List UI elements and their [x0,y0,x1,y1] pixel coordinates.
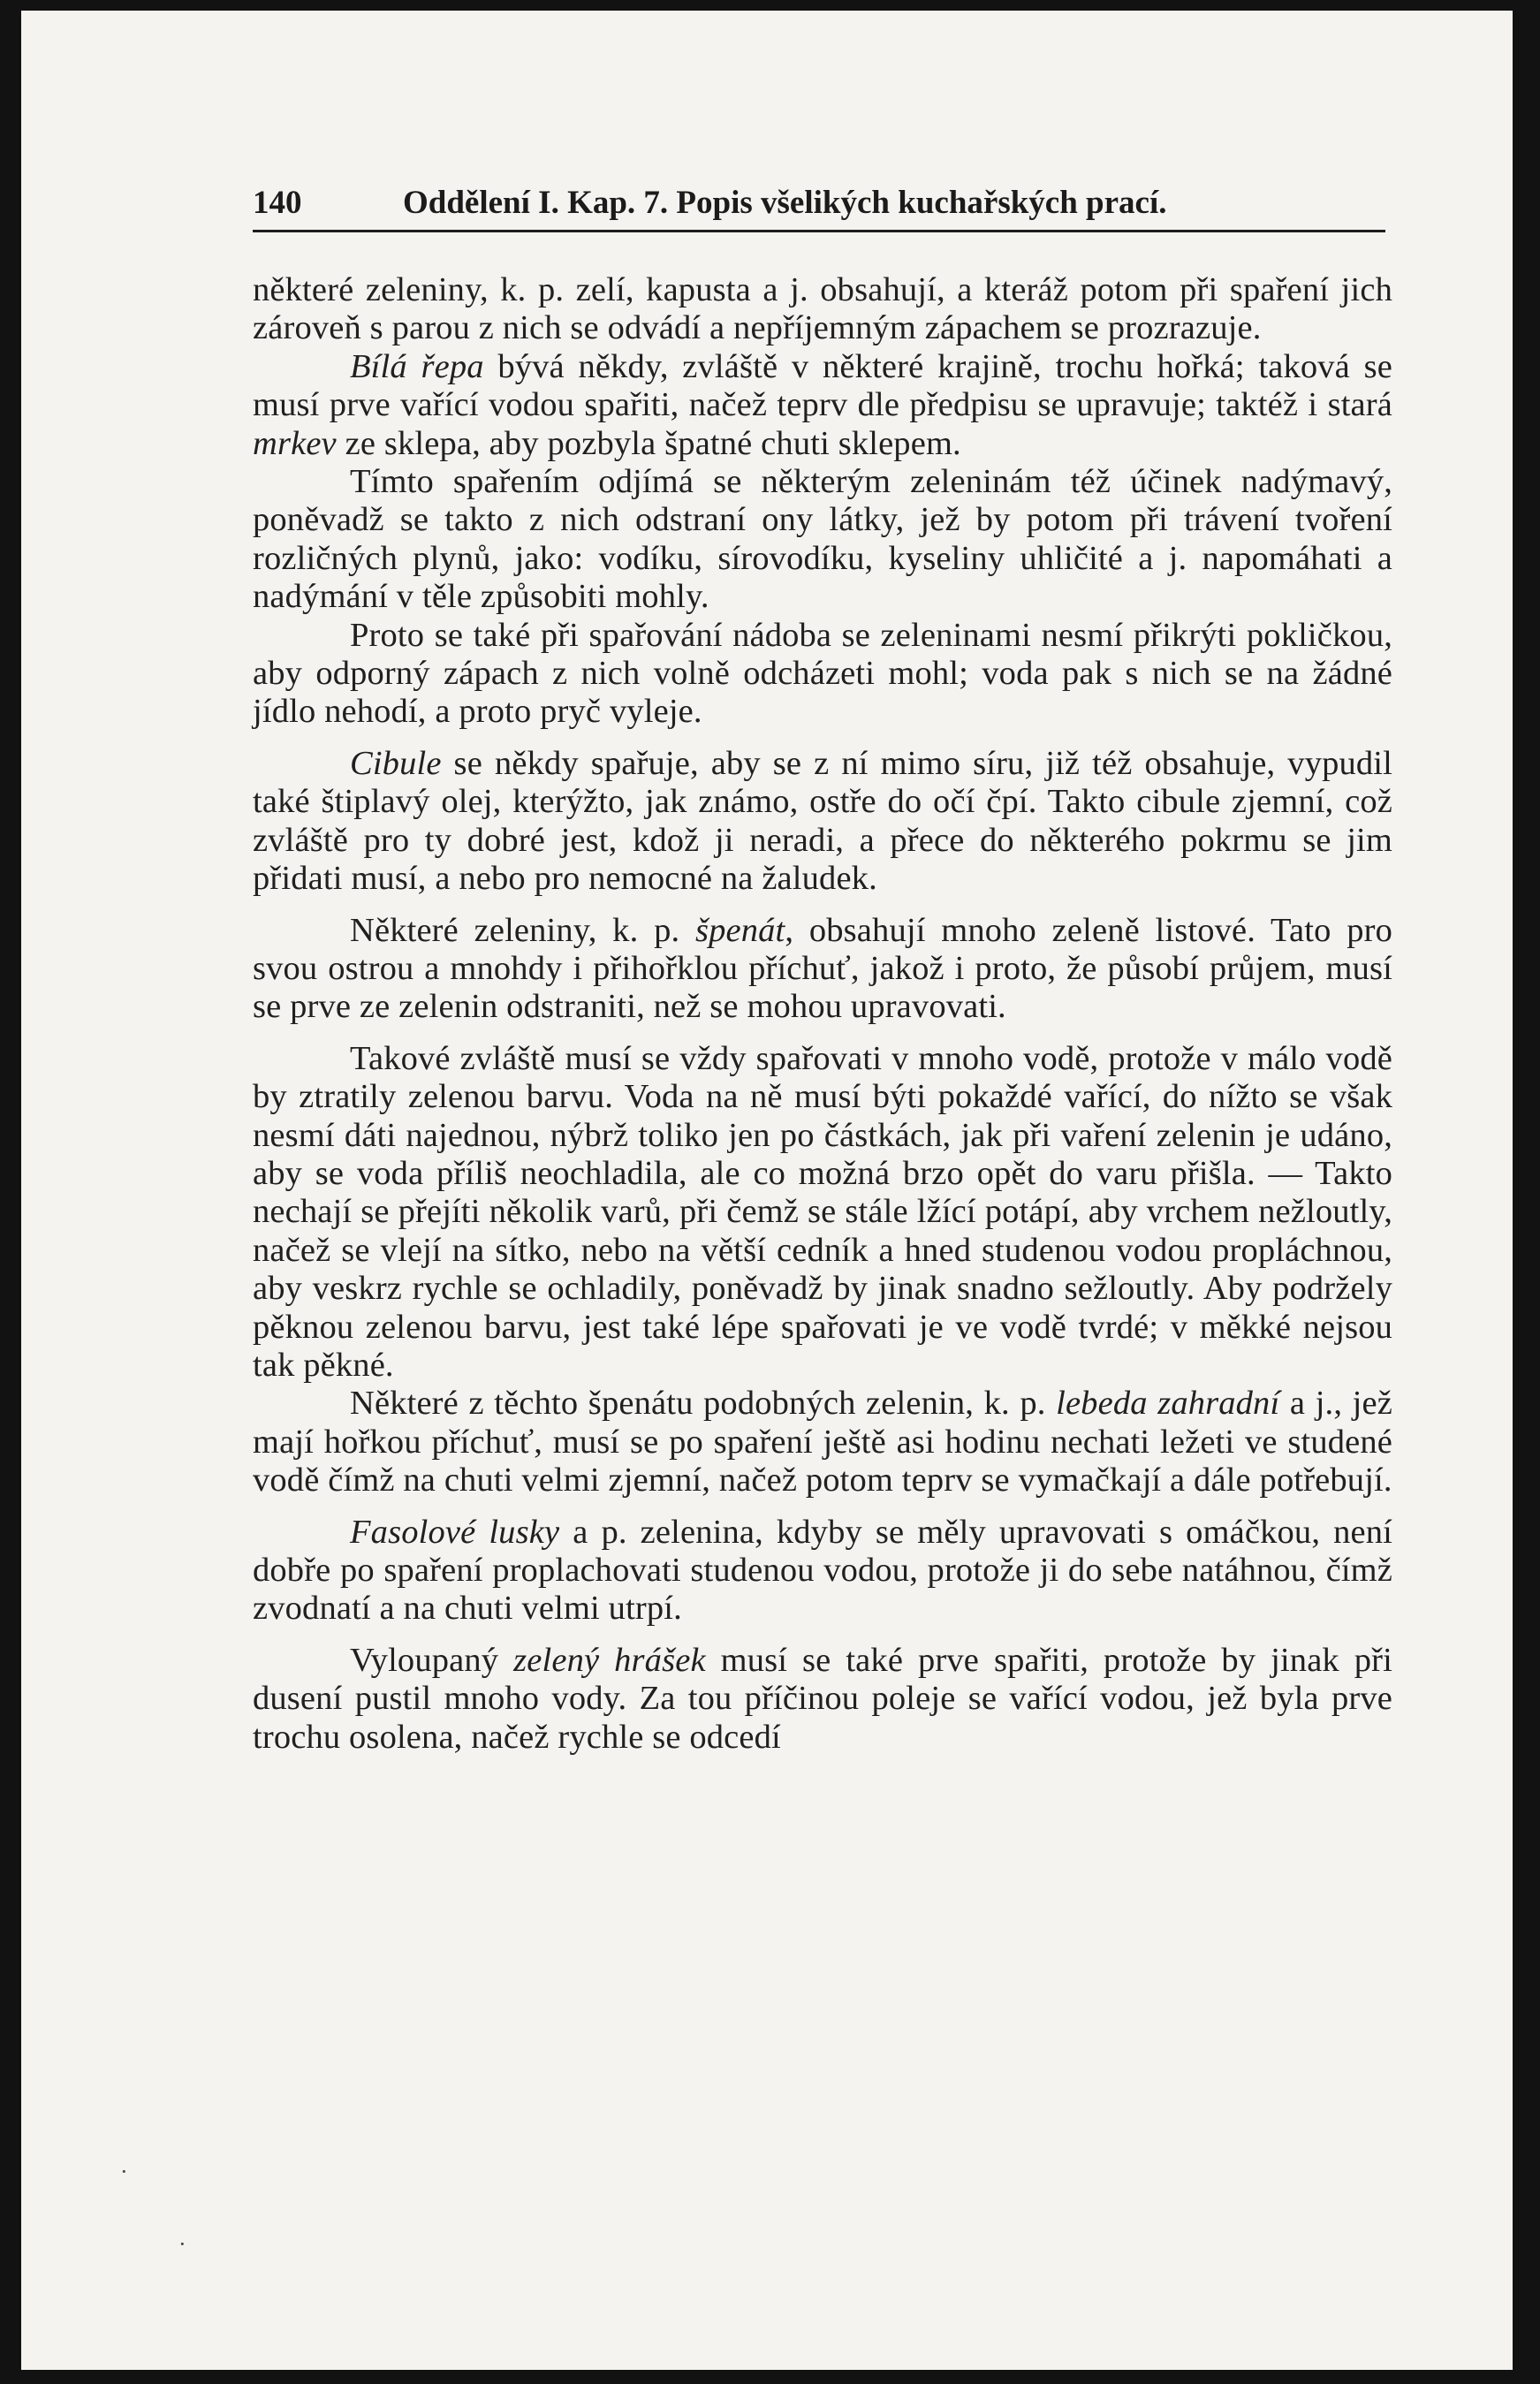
page-number: 140 [253,185,302,221]
paragraph-6-text-a: Některé zeleniny, k. p. [350,911,695,949]
paragraph-4: Proto se také při spařování nádoba se zeleninami nesmí přikrýti pokličkou, aby odporný zápach z nich volně odcházeti mohl; voda pak s nich se na žádné jídlo nehodí, a proto pryč vyleje. [253,616,1392,731]
paragraph-6 [253,912,1392,1027]
paragraph-3: Tímto spařením odjímá se některým zeleninám též účinek nadýmavý, poněvadž se takto z nich odstraní ony látky, jež by potom při trávení tvoření rozličných plynů, jako: vodíku, sírovodíku, kyseliny uhličité a j. napomáhati a nadýmání v těle způsobiti mohly. [253,463,1392,616]
paragraph-10-text-a: Vyloupaný [350,1641,514,1679]
paragraph-10-text-b: musí se také prve spařiti, protože by jinak při dusení pustil mnoho vody. Za tou příčinou poleje se vařící vodou, jež byla prve trochu osolena, načež rychle se odcedí [253,1641,1392,1756]
paragraph-5-text: se někdy spařuje, aby se z ní mimo síru, již též obsahuje, vypudil také štiplavý olej, kterýžto, jak známo, ostře do očí čpí. Takto cibule zjemní, což zvláště pro ty dobré jest, kdož ji neradi, a přece do některého pokrmu se jim přidati musí, a nebo pro nemocné na žaludek. [253,744,1392,898]
running-head: Oddělení I. Kap. 7. Popis všelikých kuchařských prací. [403,185,1167,221]
paragraph-2 [253,348,1392,463]
paragraph-10 [253,1642,1392,1757]
paper-speck: · [178,2231,186,2257]
paragraph-8-text-b: a j., jež mají hořkou příchuť, musí se po spaření ještě asi hodinu nechati ležeti ve studené vodě čímž na chuti velmi zjemní, načež potom teprv se vymačkají a dále potřebují. [253,1385,1392,1499]
paragraph-8 [253,1385,1392,1499]
term-lebeda: lebeda zahradní [1056,1385,1280,1423]
paragraph-2-text-b: ze sklepa, aby pozbyla špatné chuti sklepem. [336,424,961,462]
page-header [253,184,1385,232]
book-page [21,11,1513,2370]
paragraph-5 [253,745,1392,899]
term-fasolove-lusky: Fasolové lusky [350,1513,560,1551]
paragraph-9-text: a p. zelenina, kdyby se měly upravovati s omáčkou, není dobře po spaření proplachovati studenou vodou, protože ji do sebe natáhnou, čímž zvodnatí a na chuti velmi utrpí. [253,1513,1392,1628]
paragraph-1: některé zeleniny, k. p. zelí, kapusta a j. obsahují, a kteráž potom při spaření jich zároveň s parou z nich se odvádí a nepříjemným zápachem se prozrazuje. [253,271,1392,347]
paragraph-9 [253,1514,1392,1629]
paragraph-6-text-b: , obsahují mnoho zeleně listové. Tato pro svou ostrou a mnohdy i přihořklou příchuť, jakož i proto, že působí průjem, musí se prve ze zelenin odstraniti, než se mohou upravovati. [253,911,1393,1026]
paragraph-8-text-a: Některé z těchto špenátu podobných zelenin, k. p. [350,1385,1057,1423]
term-spenat: špenát [694,911,785,949]
paper-speck: · [120,2159,128,2184]
term-bila-repa: Bílá řepa [350,347,484,385]
term-mrkev: mrkev [253,424,337,462]
body-text [253,271,1392,1757]
term-zeleny-hrasek: zelený hrášek [513,1641,706,1679]
term-cibule: Cibule [350,744,442,782]
paragraph-2-text-a: bývá někdy, zvláště v některé krajině, trochu hořká; taková se musí prve vařící vodou spařiti, načež teprv dle předpisu se upravuje; taktéž i stará [253,347,1392,424]
paragraph-7: Takové zvláště musí se vždy spařovati v mnoho vodě, protože v málo vodě by ztratily zelenou barvu. Voda na ně musí býti pokaždé vařící, do nížto se však nesmí dáti najednou, nýbrž toliko jen po částkách, jak při vaření zelenin je udáno, aby se voda příliš neochladila, ale co možná brzo opět do varu přišla. — Takto nechají se přejíti několik varů, při čemž se stále lžící potápí, aby vrchem nežloutly, načež se vlejí na sítko, nebo na větší cedník a hned studenou vodou propláchnou, aby veskrz rychle se ochladily, poněvadž by jinak snadno sežloutly. Aby podržely pěknou zelenou barvu, jest také lépe spařovati je ve vodě tvrdé; v měkké nejsou tak pěkné. [253,1039,1392,1384]
